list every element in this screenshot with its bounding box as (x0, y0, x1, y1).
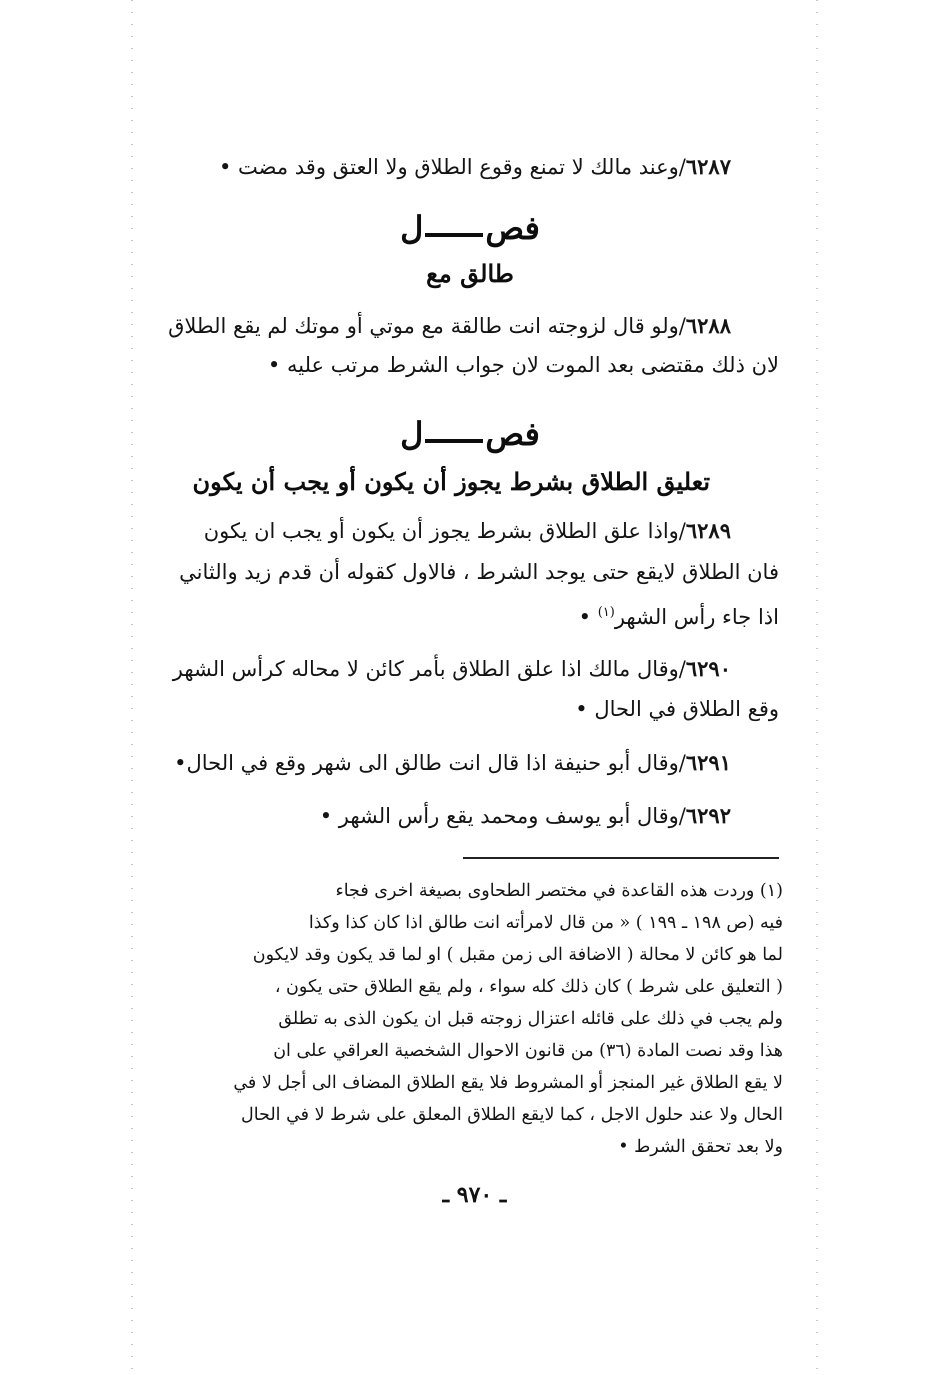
footnote-line-1: (١) وردت هذه القاعدة في مختصر الطحاوى بصيغة اخرى فجاء (335, 881, 783, 901)
paragraph-6291-line-1: ٦٢٩١/وقال أبو حنيفة اذا قال انت طالق الى شهر وقع في الحال• (174, 750, 731, 775)
page-number: ـ ٩٧٠ ـ (442, 1182, 507, 1208)
paragraph-6289-line-3: اذا جاء رأس الشهر$^{(١)}$ • (578, 605, 779, 629)
scan-artifact-left (131, 0, 133, 1375)
paragraph-6290-line-1: ٦٢٩٠/وقال مالك اذا علق الطلاق بأمر كائن لا محاله كرأس الشهر (172, 656, 731, 681)
section-heading-fasl-2: فصل (400, 415, 540, 453)
footnote-line-9: ولا بعد تحقق الشرط • (618, 1137, 783, 1157)
footnote-line-2: فيه (ص ١٩٨ ـ ١٩٩ ) « من قال لامرأته انت طالق اذا كان كذا وكذا (308, 913, 783, 933)
paragraph-6288-line-2: لان ذلك مقتضى بعد الموت لان جواب الشرط مرتب عليه • (267, 353, 779, 377)
footnote-line-6: هذا وقد نصت المادة (٣٦) من قانون الاحوال الشخصية العراقي على ان (273, 1041, 783, 1061)
paragraph-6288-line-1: ٦٢٨٨/ولو قال لزوجته انت طالقة مع موتي أو موتك لم يقع الطلاق (168, 313, 731, 338)
footnote-line-7: لا يقع الطلاق غير المنجز أو المشروط فلا يقع الطلاق المضاف الى أجل لا في (233, 1073, 783, 1093)
paragraph-6287-line-1: ٦٢٨٧/وعند مالك لا تمنع وقوع الطلاق ولا العتق وقد مضت • (218, 154, 731, 179)
paragraph-number: ٦٢٨٧ (685, 154, 731, 179)
section-title-1: طالق مع (426, 259, 514, 288)
paragraph-6290-line-2: وقع الطلاق في الحال • (575, 697, 779, 721)
paragraph-number: ٦٢٨٨ (685, 313, 731, 338)
footnote-ref: (١) (597, 605, 615, 620)
paragraph-6289-line-2: فان الطلاق لايقع حتى يوجد الشرط ، فالاول كقوله أن قدم زيد والثاني (179, 560, 779, 584)
scan-artifact-right (816, 0, 818, 1375)
section-title-2: تعليق الطلاق بشرط يجوز أن يكون أو يجب أن يكون (192, 467, 710, 496)
footnote-separator (463, 857, 779, 859)
paragraph-number: ٦٢٨٩ (685, 518, 731, 543)
paragraph-number: ٦٢٩٠ (685, 656, 731, 681)
section-heading-fasl-1: فصل (400, 209, 540, 247)
paragraph-number: ٦٢٩١ (685, 750, 731, 775)
footnote-line-4: ( التعليق على شرط ) كان ذلك كله سواء ، ولم يقع الطلاق حتى يكون ، (274, 977, 783, 997)
paragraph-6289-line-1: ٦٢٨٩/واذا علق الطلاق بشرط يجوز أن يكون أو يجب ان يكون (203, 518, 731, 543)
footnote-line-8: الحال ولا عند حلول الاجل ، كما لايقع الطلاق المعلق على شرط لا في الحال (241, 1105, 783, 1125)
paragraph-number: ٦٢٩٢ (685, 803, 731, 828)
kashida-stroke (425, 233, 483, 237)
paragraph-6292-line-1: ٦٢٩٢/وقال أبو يوسف ومحمد يقع رأس الشهر • (319, 803, 731, 828)
kashida-stroke (425, 439, 483, 443)
footnote-line-5: ولم يجب في ذلك على قائله اعتزال زوجته قبل ان يكون الذى به تطلق (278, 1009, 783, 1029)
footnote-line-3: لما هو كائن لا محالة ( الاضافة الى زمن مقبل ) او لما قد يكون وقد لايكون (252, 945, 783, 965)
